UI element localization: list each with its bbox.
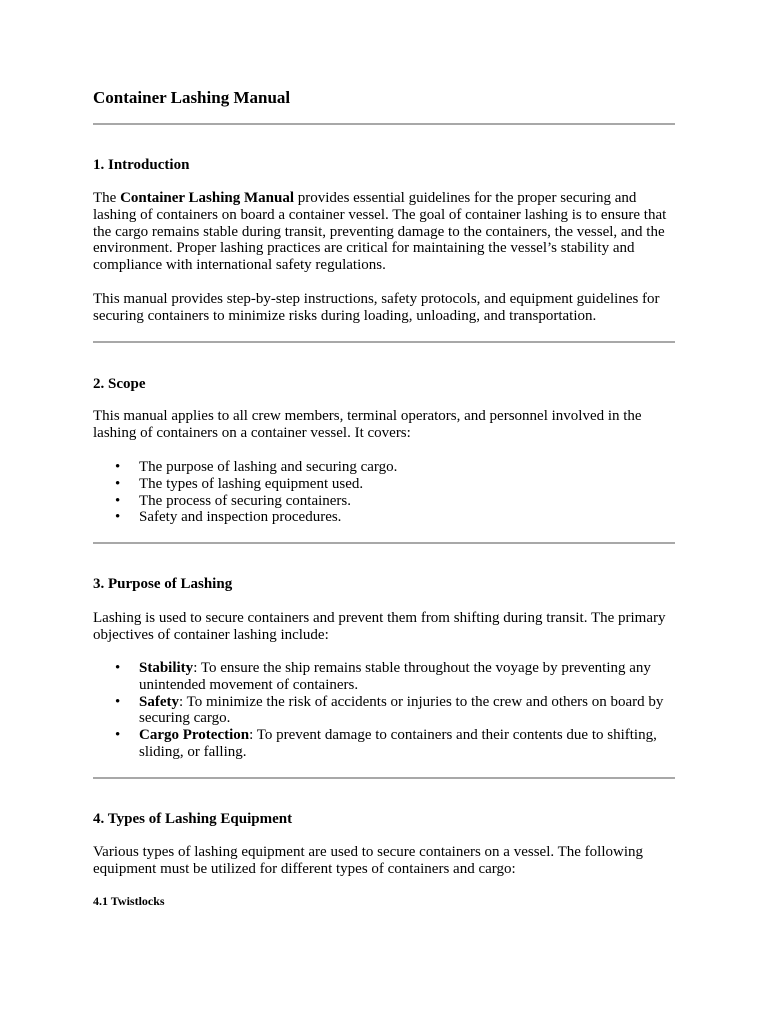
equipment-paragraph: Various types of lashing equipment are used to secure containers on a vessel. The following equipment must be utilized for different types of containers and cargo:	[93, 844, 643, 877]
section-divider	[93, 777, 675, 779]
introduction-paragraph-2: This manual provides step-by-step instructions, safety protocols, and equipment guidelines for securing containers to minimize risks during loading, unloading, and transportation.	[93, 291, 660, 324]
bullet-icon: •	[115, 475, 121, 492]
list-item-term: Cargo Protection	[139, 727, 250, 744]
bullet-icon: •	[115, 509, 121, 526]
section-heading-introduction: 1. Introduction	[93, 157, 190, 173]
intro-text-lead: The	[93, 190, 121, 206]
section-divider	[93, 542, 675, 544]
list-item-text: The types of lashing equipment used.	[139, 475, 364, 492]
list-item-text: : To prevent damage to containers and their contents due to shifting, sliding, or falling.	[139, 727, 657, 760]
purpose-list	[93, 660, 675, 761]
list-item-term: Safety	[139, 693, 179, 710]
list-item-text: : To ensure the ship remains stable throughout the voyage by preventing any unintended movement of containers.	[139, 660, 651, 693]
list-item-text: : To minimize the risk of accidents or injuries to the crew and others on board by securing cargo.	[139, 693, 664, 727]
bullet-icon: •	[115, 660, 121, 676]
introduction-paragraph-1	[93, 190, 675, 274]
section-divider	[93, 123, 675, 125]
section-heading-scope: 2. Scope	[93, 376, 146, 392]
list-item	[93, 727, 675, 761]
page-title: Container Lashing Manual	[93, 88, 291, 107]
section-divider	[93, 341, 675, 343]
list-item-text: The purpose of lashing and securing cargo.	[139, 459, 398, 475]
bullet-icon: •	[115, 693, 121, 710]
list-item	[93, 694, 675, 728]
list-item-term: Stability	[139, 660, 194, 676]
list-item-text: The process of securing containers.	[139, 492, 352, 509]
list-item	[93, 476, 675, 493]
list-item-text: Safety and inspection procedures.	[139, 509, 342, 526]
purpose-paragraph: Lashing is used to secure containers and prevent them from shifting during transit. The primary objectives of container lashing include:	[93, 610, 666, 643]
intro-text-body: provides essential guidelines for the proper securing and lashing of containers on board a container vessel. The goal of container lashing is to ensure that the cargo remains stable during transit, preventing damage to the containers, the vessel, and the environment. Proper lashing practices are critical for maintaining the vessel’s stability and compliance with international safety regulations.	[93, 190, 667, 274]
scope-paragraph: This manual applies to all crew members, terminal operators, and personnel involved in the lashing of containers on a container vessel. It covers:	[93, 408, 642, 441]
bullet-icon: •	[115, 459, 121, 475]
section-heading-purpose: 3. Purpose of Lashing	[93, 576, 233, 592]
bullet-icon: •	[115, 727, 121, 744]
section-heading-equipment: 4. Types of Lashing Equipment	[93, 811, 293, 827]
list-item	[93, 660, 675, 694]
list-item	[93, 459, 675, 476]
list-item	[93, 509, 675, 526]
subsection-heading-twistlocks: 4.1 Twistlocks	[93, 894, 165, 908]
manual-name-emphasis: Container Lashing Manual	[120, 190, 295, 206]
list-item	[93, 493, 675, 510]
bullet-icon: •	[115, 492, 121, 509]
scope-list	[93, 459, 675, 526]
